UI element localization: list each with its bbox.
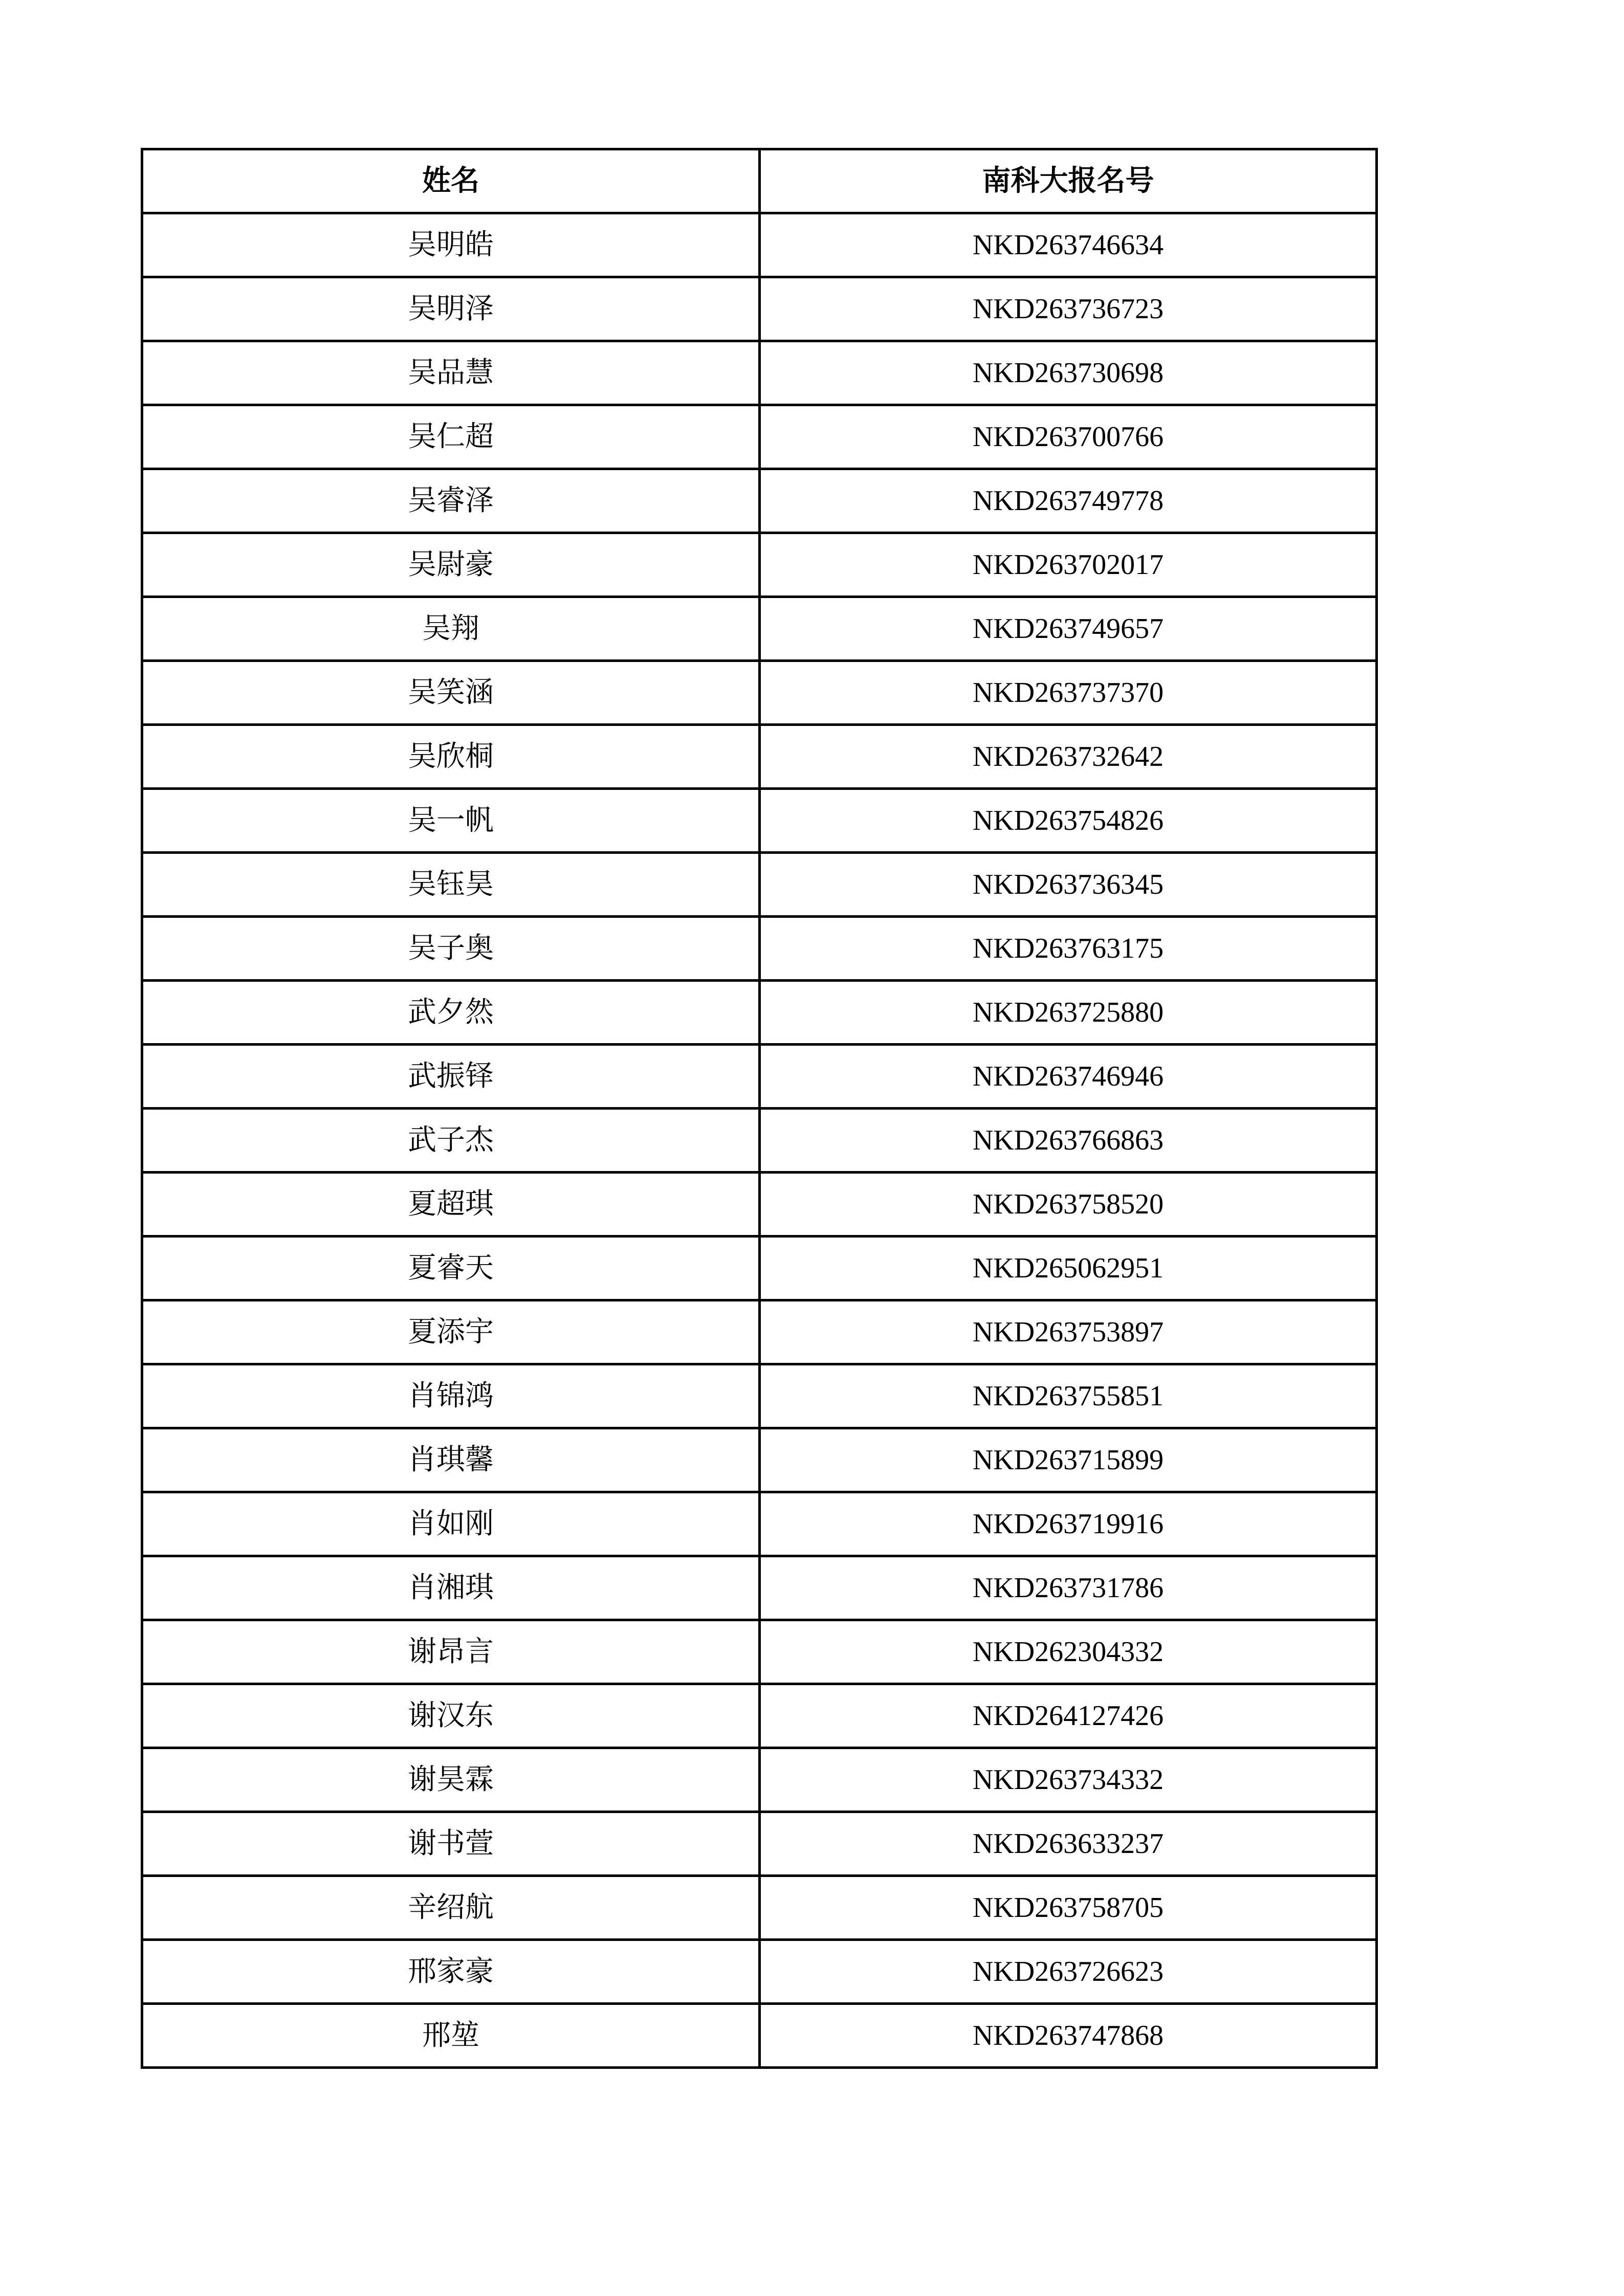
table-row (142, 2004, 1377, 2068)
table-row (142, 533, 1377, 597)
cell-registration-number: NKD263746634 (760, 213, 1377, 277)
cell-registration-number: NKD263702017 (760, 533, 1377, 597)
cell-registration-number: NKD263749657 (760, 597, 1377, 661)
cell-registration-number: NKD263736345 (760, 853, 1377, 917)
cell-registration-number: NKD263730698 (760, 341, 1377, 405)
cell-name: 夏睿天 (142, 1237, 760, 1300)
table-row (142, 1876, 1377, 1940)
cell-registration-number: NKD263755851 (760, 1364, 1377, 1428)
table-row (142, 1237, 1377, 1300)
table-body (142, 213, 1377, 2068)
table-row (142, 1364, 1377, 1428)
cell-registration-number: NKD263758520 (760, 1173, 1377, 1237)
cell-registration-number: NKD263726623 (760, 1940, 1377, 2004)
cell-name: 夏添宇 (142, 1300, 760, 1364)
table-row (142, 469, 1377, 533)
cell-name: 邢堃 (142, 2004, 760, 2068)
cell-registration-number: NKD265062951 (760, 1237, 1377, 1300)
cell-registration-number: NKD263731786 (760, 1556, 1377, 1620)
cell-registration-number: NKD263737370 (760, 661, 1377, 725)
header-name: 姓名 (142, 149, 760, 213)
table-row (142, 725, 1377, 789)
cell-name: 吴钰昊 (142, 853, 760, 917)
table-row (142, 1812, 1377, 1876)
cell-registration-number: NKD263732642 (760, 725, 1377, 789)
header-registration-number: 南科大报名号 (760, 149, 1377, 213)
cell-name: 肖湘琪 (142, 1556, 760, 1620)
table-row (142, 1940, 1377, 2004)
cell-name: 吴欣桐 (142, 725, 760, 789)
cell-registration-number: NKD263715899 (760, 1428, 1377, 1492)
cell-name: 肖琪馨 (142, 1428, 760, 1492)
cell-registration-number: NKD263725880 (760, 981, 1377, 1045)
cell-registration-number: NKD263753897 (760, 1300, 1377, 1364)
cell-registration-number: NKD263766863 (760, 1109, 1377, 1173)
cell-registration-number: NKD263763175 (760, 917, 1377, 981)
table-row (142, 1300, 1377, 1364)
cell-name: 吴仁超 (142, 405, 760, 469)
table-row (142, 213, 1377, 277)
cell-name: 夏超琪 (142, 1173, 760, 1237)
cell-name: 吴翔 (142, 597, 760, 661)
cell-name: 吴笑涵 (142, 661, 760, 725)
table-row (142, 1109, 1377, 1173)
cell-name: 谢书萱 (142, 1812, 760, 1876)
cell-registration-number: NKD262304332 (760, 1620, 1377, 1684)
cell-registration-number: NKD263719916 (760, 1492, 1377, 1556)
cell-registration-number: NKD263754826 (760, 789, 1377, 853)
table-row (142, 981, 1377, 1045)
table-row (142, 1556, 1377, 1620)
cell-name: 谢昂言 (142, 1620, 760, 1684)
table-row (142, 917, 1377, 981)
table-row (142, 661, 1377, 725)
cell-name: 吴明泽 (142, 277, 760, 341)
table-row (142, 789, 1377, 853)
table-row (142, 1045, 1377, 1109)
cell-name: 武子杰 (142, 1109, 760, 1173)
table-header-row (142, 149, 1377, 213)
cell-name: 吴品慧 (142, 341, 760, 405)
cell-registration-number: NKD263734332 (760, 1748, 1377, 1812)
cell-name: 吴尉豪 (142, 533, 760, 597)
cell-name: 吴子奥 (142, 917, 760, 981)
cell-name: 肖锦鸿 (142, 1364, 760, 1428)
registration-table (141, 148, 1378, 2069)
cell-registration-number: NKD263747868 (760, 2004, 1377, 2068)
cell-registration-number: NKD263746946 (760, 1045, 1377, 1109)
table-row (142, 597, 1377, 661)
cell-name: 谢昊霖 (142, 1748, 760, 1812)
cell-registration-number: NKD263700766 (760, 405, 1377, 469)
table-row (142, 277, 1377, 341)
cell-name: 武振铎 (142, 1045, 760, 1109)
table-row (142, 1620, 1377, 1684)
cell-name: 辛绍航 (142, 1876, 760, 1940)
table-row (142, 1492, 1377, 1556)
table-row (142, 1684, 1377, 1748)
cell-registration-number: NKD264127426 (760, 1684, 1377, 1748)
cell-name: 谢汉东 (142, 1684, 760, 1748)
cell-name: 邢家豪 (142, 1940, 760, 2004)
cell-registration-number: NKD263736723 (760, 277, 1377, 341)
table-row (142, 405, 1377, 469)
table-row (142, 853, 1377, 917)
cell-registration-number: NKD263758705 (760, 1876, 1377, 1940)
cell-registration-number: NKD263633237 (760, 1812, 1377, 1876)
cell-name: 肖如刚 (142, 1492, 760, 1556)
table-row (142, 1748, 1377, 1812)
cell-name: 吴明皓 (142, 213, 760, 277)
table-row (142, 341, 1377, 405)
table-row (142, 1173, 1377, 1237)
table-row (142, 1428, 1377, 1492)
cell-name: 武夕然 (142, 981, 760, 1045)
cell-name: 吴一帆 (142, 789, 760, 853)
cell-name: 吴睿泽 (142, 469, 760, 533)
cell-registration-number: NKD263749778 (760, 469, 1377, 533)
